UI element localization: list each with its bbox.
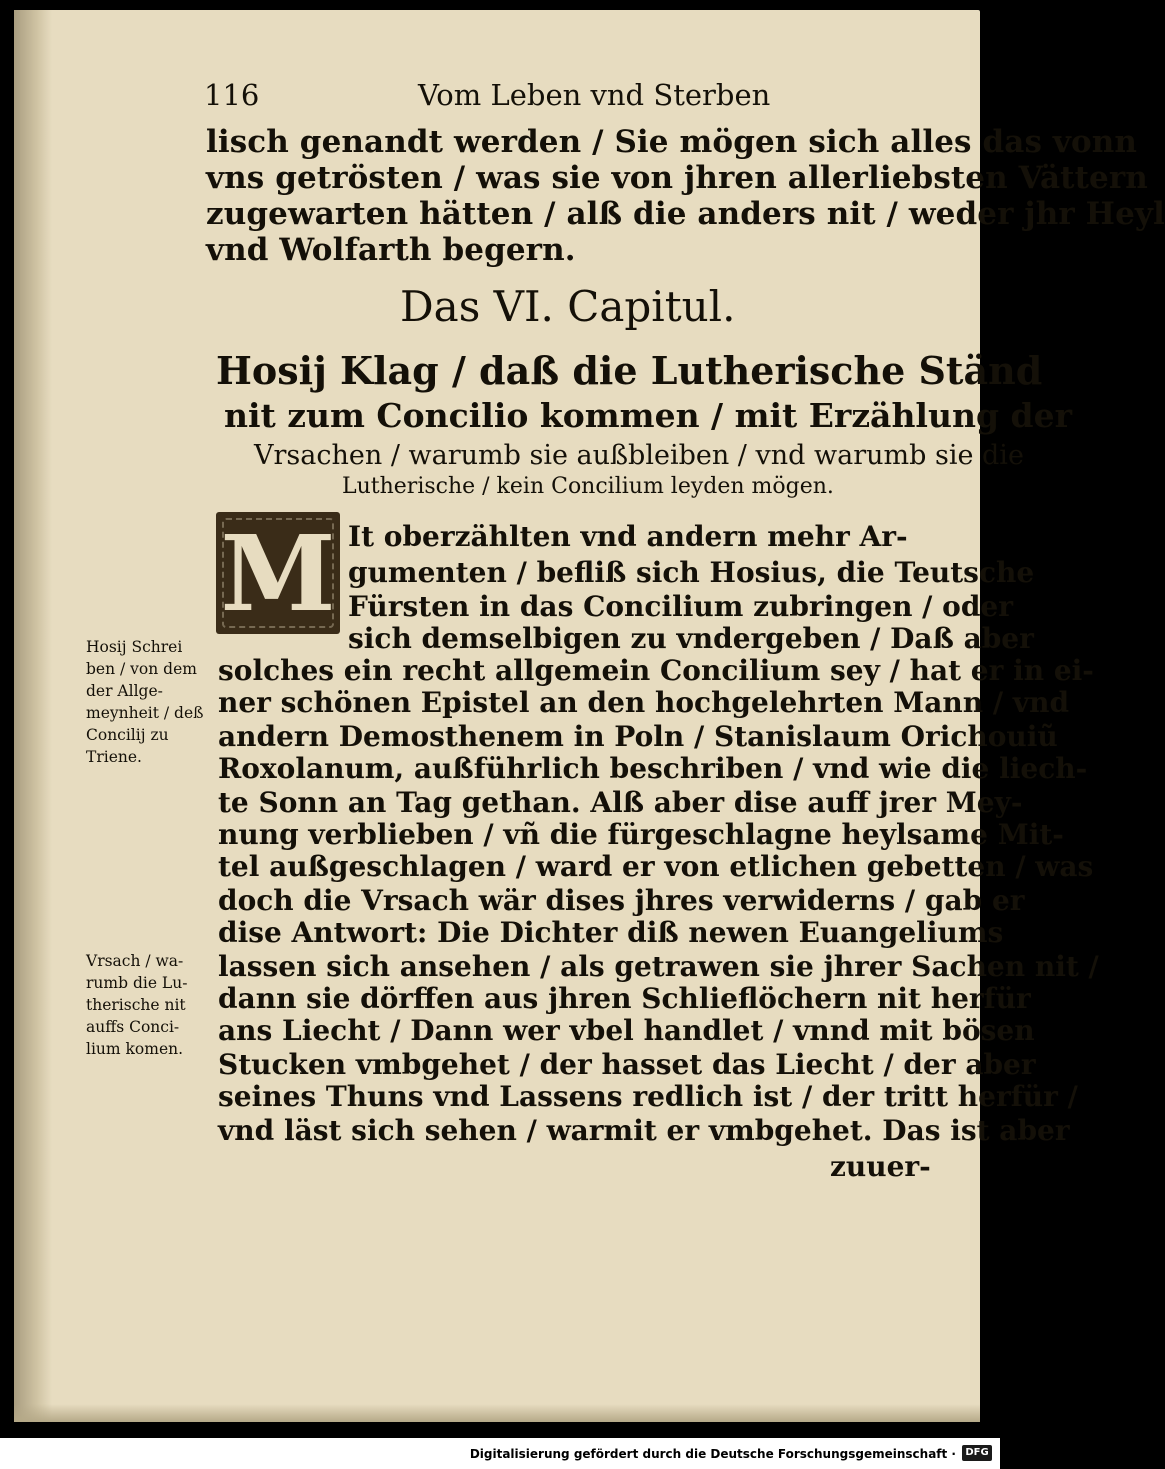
- body-line: Roxolanum, außführlich beschriben / vnd wie die liech-: [218, 752, 1088, 785]
- marginal-note: [86, 636, 203, 768]
- body-line: dann sie dörffen aus jhren Schlieflöchern nit herfür: [218, 982, 1031, 1015]
- body-line: Fürsten in das Concilium zubringen / oder: [348, 590, 1013, 623]
- marginal-note-line: Hosij Schrei: [86, 638, 183, 656]
- body-line: Stucken vmbgehet / der hasset das Liecht / der aber: [218, 1048, 1036, 1081]
- chapter-heading-line: Hosij Klag / daß die Lutherische Ständ: [216, 348, 1043, 393]
- continuation-line: vnd Wolfarth begern.: [206, 232, 576, 268]
- body-line: tel außgeschlagen / ward er von etlichen gebetten / was: [218, 850, 1094, 883]
- chapter-heading-line: Lutherische / kein Concilium leyden mögen.: [342, 474, 834, 499]
- continuation-line: lisch genandt werden / Sie mögen sich alles das vonn: [206, 124, 1138, 160]
- binding-gutter: [14, 10, 52, 1422]
- continuation-line: zugewarten hätten / alß die anders nit / weder jhr Heyl: [206, 196, 1165, 232]
- running-head: Vom Leben vnd Sterben: [418, 78, 771, 112]
- marginal-note: [86, 950, 187, 1060]
- body-line: gumenten / befliß sich Hosius, die Teutsche: [348, 556, 1035, 589]
- body-line: dise Antwort: Die Dichter diß newen Euangeliums: [218, 916, 1004, 949]
- marginal-note-line: ben / von dem: [86, 660, 197, 678]
- chapter-title: Das VI. Capitul.: [400, 282, 736, 331]
- body-line: ans Liecht / Dann wer vbel handlet / vnnd mit bösen: [218, 1014, 1035, 1047]
- marginal-note-line: Concilij zu: [86, 726, 169, 744]
- body-line: vnd läst sich sehen / warmit er vmbgehet. Das ist aber: [218, 1114, 1070, 1147]
- page-number: 116: [204, 78, 260, 112]
- marginal-note-line: lium komen.: [86, 1040, 184, 1058]
- chapter-heading-line: nit zum Concilio kommen / mit Erzählung der: [224, 396, 1072, 435]
- funding-credit: Digitalisierung gefördert durch die Deutsche Forschungsgemeinschaft ·: [469, 1447, 956, 1461]
- body-line: lassen sich ansehen / als getrawen sie jhrer Sachen nit /: [218, 950, 1099, 983]
- dfg-logo: DFG: [962, 1445, 992, 1461]
- body-line: andern Demosthenem in Poln / Stanislaum Orichouiũ: [218, 720, 1058, 753]
- body-line: te Sonn an Tag gethan. Alß aber dise auff jrer Mey-: [218, 786, 1023, 819]
- body-line: ner schönen Epistel an den hochgelehrten Mann / vnd: [218, 686, 1070, 719]
- decorated-initial: M: [216, 512, 340, 634]
- body-line: nung verblieben / vñ die fürgeschlagne heylsame Mit-: [218, 818, 1064, 851]
- marginal-note-line: auffs Conci-: [86, 1018, 180, 1036]
- body-line: solches ein recht allgemein Concilium sey / hat er in ei-: [218, 654, 1094, 687]
- marginal-note-line: Vrsach / wa-: [86, 952, 184, 970]
- chapter-heading-line: Vrsachen / warumb sie außbleiben / vnd warumb sie die: [254, 440, 1024, 471]
- continuation-line: vns getrösten / was sie von jhren allerliebsten Vättern: [206, 160, 1148, 196]
- body-line: It oberzählten vnd andern mehr Ar-: [348, 520, 908, 553]
- body-line: sich demselbigen zu vndergeben / Daß aber: [348, 622, 1034, 655]
- body-line: seines Thuns vnd Lassens redlich ist / der tritt herfür /: [218, 1080, 1078, 1113]
- marginal-note-line: meynheit / deß: [86, 704, 204, 722]
- marginal-note-line: therische nit: [86, 996, 186, 1014]
- body-line: doch die Vrsach wär dises jhres verwiderns / gab er: [218, 884, 1025, 917]
- marginal-note-line: der Allge-: [86, 682, 163, 700]
- marginal-note-line: rumb die Lu-: [86, 974, 188, 992]
- page-edge-shadow: [14, 1404, 980, 1422]
- catchword: zuuer-: [830, 1150, 931, 1183]
- marginal-note-line: Triene.: [86, 748, 142, 766]
